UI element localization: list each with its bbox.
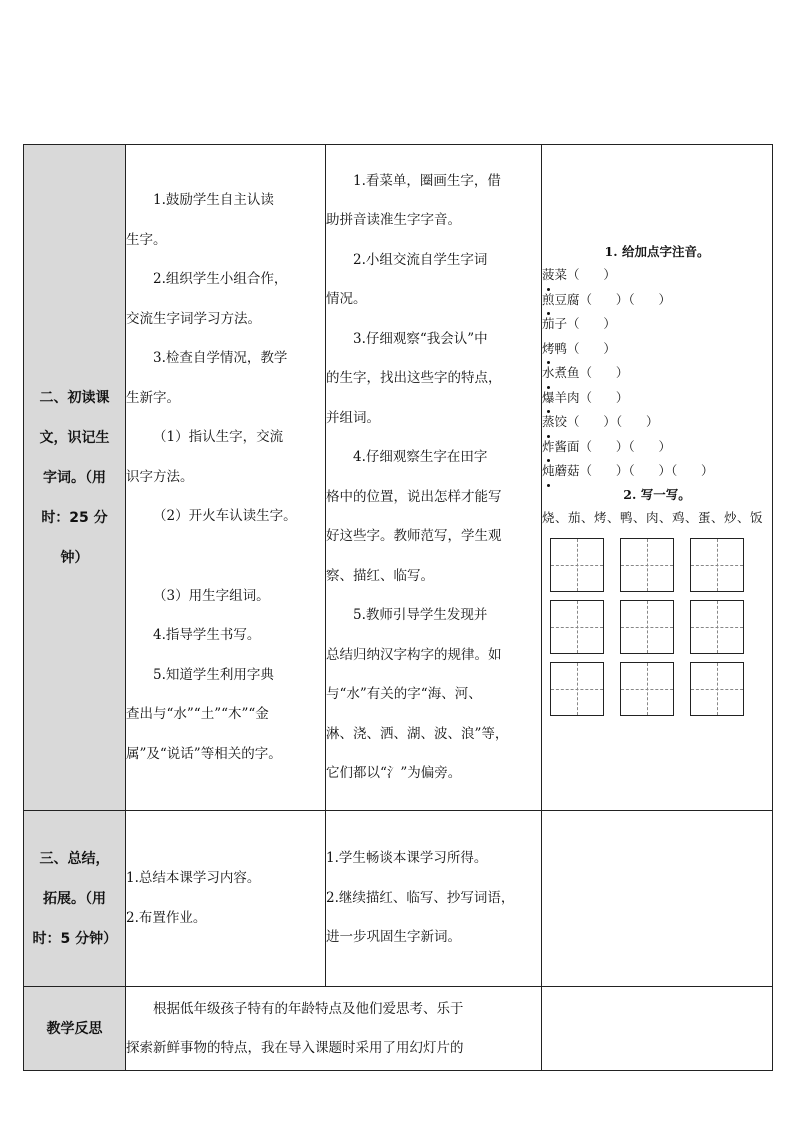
pinyin-blank[interactable]: （ ） [567,267,616,282]
teacher-line: 生字。 [126,231,167,248]
student-line: 助拼音读准生字字音。 [326,212,461,228]
tianzige-box[interactable] [620,600,674,654]
vocab-rest: 鸭 [554,340,568,356]
vocab-rest: 豆腐 [554,291,580,307]
student-line: 5.教师引导学生发现并 [353,607,488,623]
tianzige-box[interactable] [550,538,604,592]
stage-line: 二、初读课 [39,389,110,406]
vocab-rest: 煮鱼 [554,365,580,380]
stage-line: 时：5 分钟） [32,930,118,947]
stage-cell [24,145,126,811]
vocab-item [542,337,772,362]
dotted-character: 蒸 [542,410,555,435]
empty-cell [542,987,773,1071]
student-line: 1.看菜单，圈画生字，借 [353,172,501,189]
teacher-line: 5.知道学生利用字典 [153,666,274,683]
reflection-line: 探索新鲜事物的特点，我在导入课题时采用了用幻灯片的 [126,1039,464,1056]
dotted-character: 水 [542,361,555,386]
student-line: 2.小组交流自学生字词 [353,251,488,268]
teacher-line: 交流生字词学习方法。 [126,310,261,327]
vocab-list [542,263,772,484]
teacher-line: 1.鼓励学生自主认读 [153,192,274,208]
teacher-line: 2.组织学生小组合作， [153,271,288,287]
tianzige-box[interactable] [550,600,604,654]
vocab-item [542,361,772,386]
stage-line: 字词。（用 [43,469,106,486]
vocab-rest: 茄子 [542,316,568,331]
vocab-item [542,410,772,435]
teacher-line: 1.总结本课学习内容。 [126,870,261,886]
teacher-activity-cell [126,811,326,987]
student-line: 情况。 [326,291,367,307]
teacher-line: 属”及“说话”等相关的字。 [126,745,282,762]
lesson-plan-table [23,144,773,1071]
pinyin-blank[interactable]: （ ） [579,365,629,380]
dotted-character: 炖 [542,459,555,484]
student-line: 3.仔细观察“我会认”中 [353,330,488,347]
dotted-character: 爆 [542,386,555,411]
teacher-line: （2）开火车认读生字。 [153,508,297,524]
student-line: 它们都以“氵”为偏旁。 [326,765,462,781]
exercise-cell [542,145,773,811]
exercise-heading-pinyin: 1. 给加点字注音。 [604,244,710,259]
teacher-line: 3.检查自学情况，教学 [153,350,288,366]
student-line: 与“水”有关的字“海、河、 [326,686,482,702]
student-line: 的生字，找出这些字的特点， [326,370,502,386]
vocab-item [542,435,772,460]
tianzige-grid [550,538,772,716]
vocab-rest: 蘑菇 [554,463,580,478]
tianzige-box[interactable] [690,538,744,592]
tianzige-box[interactable] [690,600,744,654]
dotted-character: 炸 [542,435,555,460]
reflection-text-cell [126,987,542,1071]
student-activity-cell [326,145,542,811]
student-line: 进一步巩固生字新词。 [326,929,461,946]
pinyin-blank[interactable]: （ ）（ ） [567,414,659,429]
dotted-character: 菠 [542,263,555,288]
student-activity-cell [326,811,542,987]
reflection-line: 根据低年级孩子特有的年龄特点及他们爱思考、乐于 [153,1000,464,1017]
student-line: 淋、浇、洒、湖、波、浪”等， [326,725,509,742]
student-line: 并组词。 [326,409,380,426]
write-characters: 烧、茄、烤、鸭、肉、鸡、蛋、炒、饭 [542,509,764,525]
vocab-rest: 酱面 [554,438,580,454]
dotted-character: 煎 [542,288,555,313]
reflection-row [24,987,773,1071]
empty-cell [542,811,773,987]
vocab-item [542,312,772,337]
vocab-rest: 菜 [554,267,568,282]
teacher-line: 4.指导学生书写。 [153,627,261,643]
teacher-line: （3）用生字组词。 [153,587,270,604]
reflection-label: 教学反思 [24,987,126,1071]
pinyin-blank[interactable]: （ ） [567,316,616,331]
pinyin-blank[interactable]: （ ） [567,340,616,356]
student-line: 4.仔细观察生字在田字 [353,449,488,465]
stage-line: 文，识记生 [39,429,110,446]
tianzige-box[interactable] [620,538,674,592]
stage-cell [24,811,126,987]
student-line: 1.学生畅谈本课学习所得。 [326,850,488,867]
vocab-item [542,386,772,411]
tianzige-box[interactable] [690,662,744,716]
stage-line: 时：25 分钟） [41,509,108,566]
pinyin-blank[interactable]: （ ）（ ）（ ） [579,463,714,478]
tianzige-box[interactable] [550,662,604,716]
teacher-line: 识字方法。 [126,468,194,485]
student-line: 2.继续描红、临写、抄写词语， [326,889,515,906]
student-line: 总结归纳汉字构字的规律。如 [326,646,502,663]
stage-line: 拓展。（用 [43,890,106,907]
exercise-heading-write: 2. 写一写。 [623,486,691,502]
dotted-character: 烤 [542,337,555,362]
teacher-line: 2.布置作业。 [126,909,207,926]
student-line: 察、描红、临写。 [326,567,434,584]
teacher-line: 生新字。 [126,389,180,406]
student-line: 好这些字。教师范写，学生观 [326,528,502,544]
pinyin-blank[interactable]: （ ）（ ） [579,438,671,454]
section-reading-row [24,145,773,811]
vocab-rest: 羊肉 [554,389,580,405]
vocab-item [542,459,772,484]
stage-line: 三、总结， [39,850,110,867]
pinyin-blank[interactable]: （ ） [579,389,629,405]
student-line: 格中的位置，说出怎样才能写 [326,488,502,505]
section-summary-row [24,811,773,987]
pinyin-blank[interactable]: （ ）（ ） [579,291,671,307]
teacher-activity-cell [126,145,326,811]
tianzige-box[interactable] [620,662,674,716]
teacher-line: 查出与“水”“土”“木”“金 [126,706,269,722]
vocab-rest: 饺 [554,414,568,429]
vocab-item [542,288,772,313]
vocab-item [542,263,772,288]
teacher-line: （1）指认生字，交流 [153,429,284,445]
